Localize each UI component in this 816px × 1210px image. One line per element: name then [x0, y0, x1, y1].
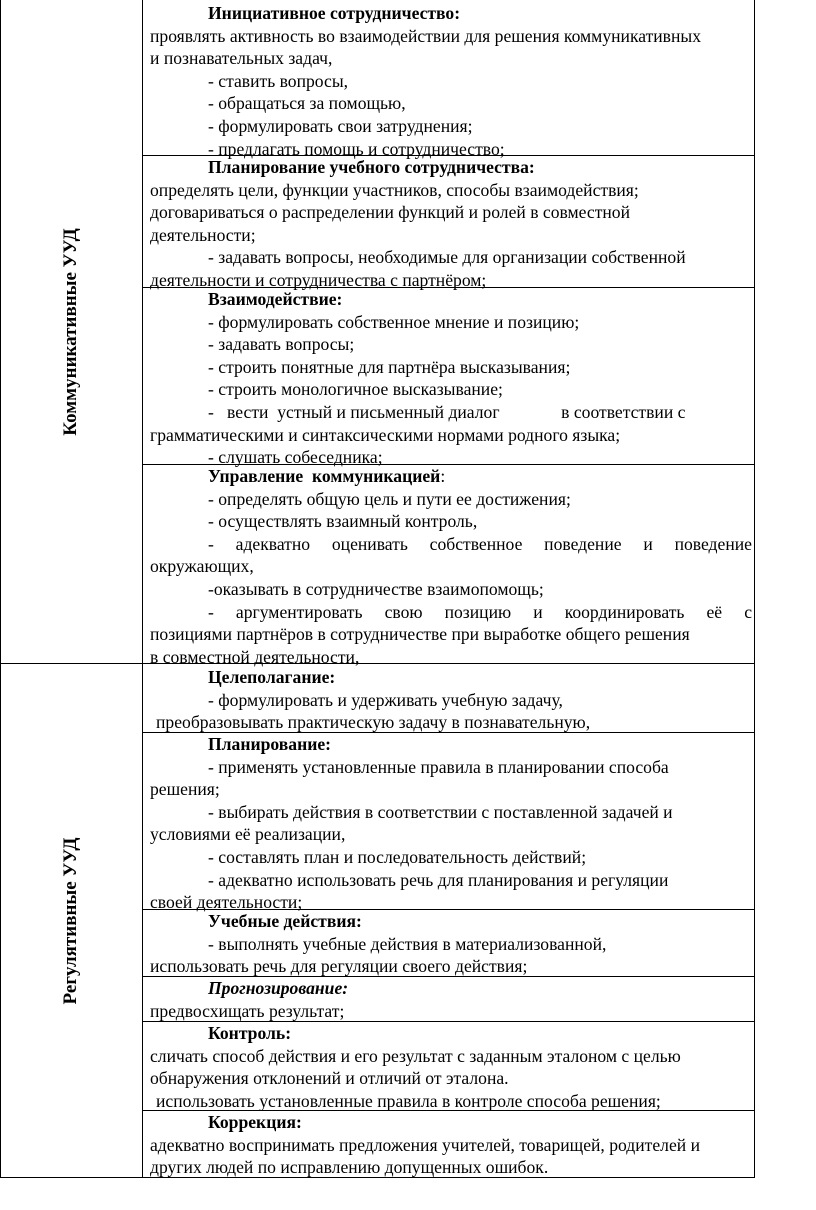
- section-line: - адекватно использовать речь для планирования и регуляции: [208, 869, 669, 890]
- section-line: условиями её реализации,: [150, 824, 346, 845]
- communicative-label: Коммуникативные УУД: [60, 227, 81, 436]
- section-line: - формулировать собственное мнение и позицию;: [208, 311, 580, 332]
- section-correction: [142, 1111, 754, 1179]
- justified-word: оценивать: [331, 533, 408, 554]
- section-line: - формулировать свои затруднения;: [208, 115, 473, 136]
- section-cooperation-planning: [142, 156, 754, 292]
- section-control: [142, 1022, 754, 1112]
- section-line: - формулировать и удерживать учебную задачу,: [208, 689, 563, 710]
- section-title: Планирование:: [208, 734, 332, 754]
- section-line: и познавательных задач,: [150, 48, 333, 69]
- section-line: окружающих,: [150, 556, 254, 577]
- justified-word: -: [208, 533, 214, 554]
- section-line: -оказывать в сотрудничестве взаимопомощь;: [208, 578, 544, 599]
- section-line: других людей по исправлению допущенных ошибок.: [150, 1157, 549, 1178]
- section-goal-setting: [142, 666, 754, 734]
- table-border-right: [754, 0, 755, 1178]
- section-line-justified: [150, 601, 752, 624]
- section-forecasting: [142, 977, 754, 1022]
- justified-word: координировать: [564, 601, 685, 622]
- section-title-suffix: :: [440, 466, 446, 486]
- section-title: Коррекция:: [208, 1112, 302, 1132]
- justified-word: поведение: [544, 533, 622, 554]
- section-line: адекватно воспринимать предложения учителей, товарищей, родителей и: [150, 1134, 700, 1155]
- section-line: деятельности;: [150, 224, 256, 245]
- section-line: сличать способ действия и его результат с заданным эталоном с целью: [150, 1045, 681, 1066]
- section-line-justified: [150, 533, 752, 556]
- section-line: - предлагать помощь и сотрудничество;: [208, 138, 505, 159]
- section-line: - обращаться за помощью,: [208, 93, 406, 114]
- section-title: Прогнозирование:: [208, 978, 349, 998]
- section-line: - применять установленные правила в планировании способа: [208, 756, 669, 777]
- section-line: позициями партнёров в сотрудничестве при выработке общего решения: [150, 624, 690, 645]
- section-title: Управление коммуникацией: [208, 466, 441, 486]
- section-line: использовать речь для регуляции своего действия;: [150, 956, 528, 977]
- section-line: - составлять план и последовательность действий;: [208, 846, 587, 867]
- section-line: решения;: [150, 779, 220, 800]
- justified-word: собственное: [429, 533, 523, 554]
- section-line: - осуществлять взаимный контроль,: [208, 511, 478, 532]
- justified-word: и: [533, 601, 543, 622]
- section-title: Планирование учебного сотрудничества:: [208, 157, 535, 177]
- section-title: Целеполагание:: [208, 667, 336, 687]
- justified-word: позицию: [444, 601, 512, 622]
- regulatory-group: [0, 663, 142, 1178]
- section-initiative-cooperation: [142, 2, 754, 160]
- section-interaction: [142, 288, 754, 469]
- section-line: - задавать вопросы, необходимые для организации собственной: [208, 247, 686, 268]
- section-communication-management: [142, 465, 754, 668]
- section-line: преобразовывать практическую задачу в познавательную,: [156, 712, 591, 733]
- section-line: договариваться о распределении функций и ролей в совместной: [150, 202, 631, 223]
- section-line: предвосхищать результат;: [150, 1000, 345, 1021]
- justified-word: и: [643, 533, 653, 554]
- communicative-group: [0, 0, 142, 663]
- section-title-row: [150, 465, 752, 488]
- section-title: Взаимодействие:: [208, 289, 343, 309]
- section-title: Учебные действия:: [208, 911, 362, 931]
- section-line: - выбирать действия в соответствии с поставленной задачей и: [208, 801, 673, 822]
- justified-word: её: [706, 601, 723, 622]
- justified-word: аргументировать: [235, 601, 363, 622]
- section-planning: [142, 733, 754, 914]
- justified-word: свою: [384, 601, 423, 622]
- section-line: проявлять активность во взаимодействии для решения коммуникативных: [150, 25, 702, 46]
- section-title: Контроль:: [208, 1023, 292, 1043]
- section-line: определять цели, функции участников, способы взаимодействия;: [150, 179, 639, 200]
- section-line: - строить монологичное высказывание;: [208, 379, 503, 400]
- section-line: - определять общую цель и пути ее достижения;: [208, 488, 571, 509]
- justified-word: -: [208, 601, 214, 622]
- section-line: - выполнять учебные действия в материализованной,: [208, 933, 607, 954]
- section-learning-actions: [142, 910, 754, 978]
- justified-word: с: [744, 601, 752, 622]
- section-line: своей деятельности;: [150, 892, 303, 913]
- section-line: в совместной деятельности,: [150, 646, 360, 667]
- section-line: - ставить вопросы,: [208, 70, 349, 91]
- section-line: - строить понятные для партнёра высказывания;: [208, 356, 571, 377]
- justified-word: адекватно: [235, 533, 311, 554]
- section-line: обнаружения отклонений и отличий от эталона.: [150, 1068, 509, 1089]
- section-line: грамматическими и синтаксическими нормами родного языка;: [150, 424, 621, 445]
- section-title: Инициативное сотрудничество:: [208, 3, 461, 23]
- section-line: - слушать собеседника;: [208, 447, 383, 468]
- regulatory-label: Регулятивные УУД: [60, 837, 81, 1004]
- section-line: использовать установленные правила в контроле способа решения;: [156, 1090, 661, 1111]
- justified-word: поведение: [674, 533, 752, 554]
- section-line: деятельности и сотрудничества с партнёром;: [150, 269, 487, 290]
- section-line: - задавать вопросы;: [208, 334, 355, 355]
- section-line: - вести устный и письменный диалог в соответствии с: [208, 401, 686, 422]
